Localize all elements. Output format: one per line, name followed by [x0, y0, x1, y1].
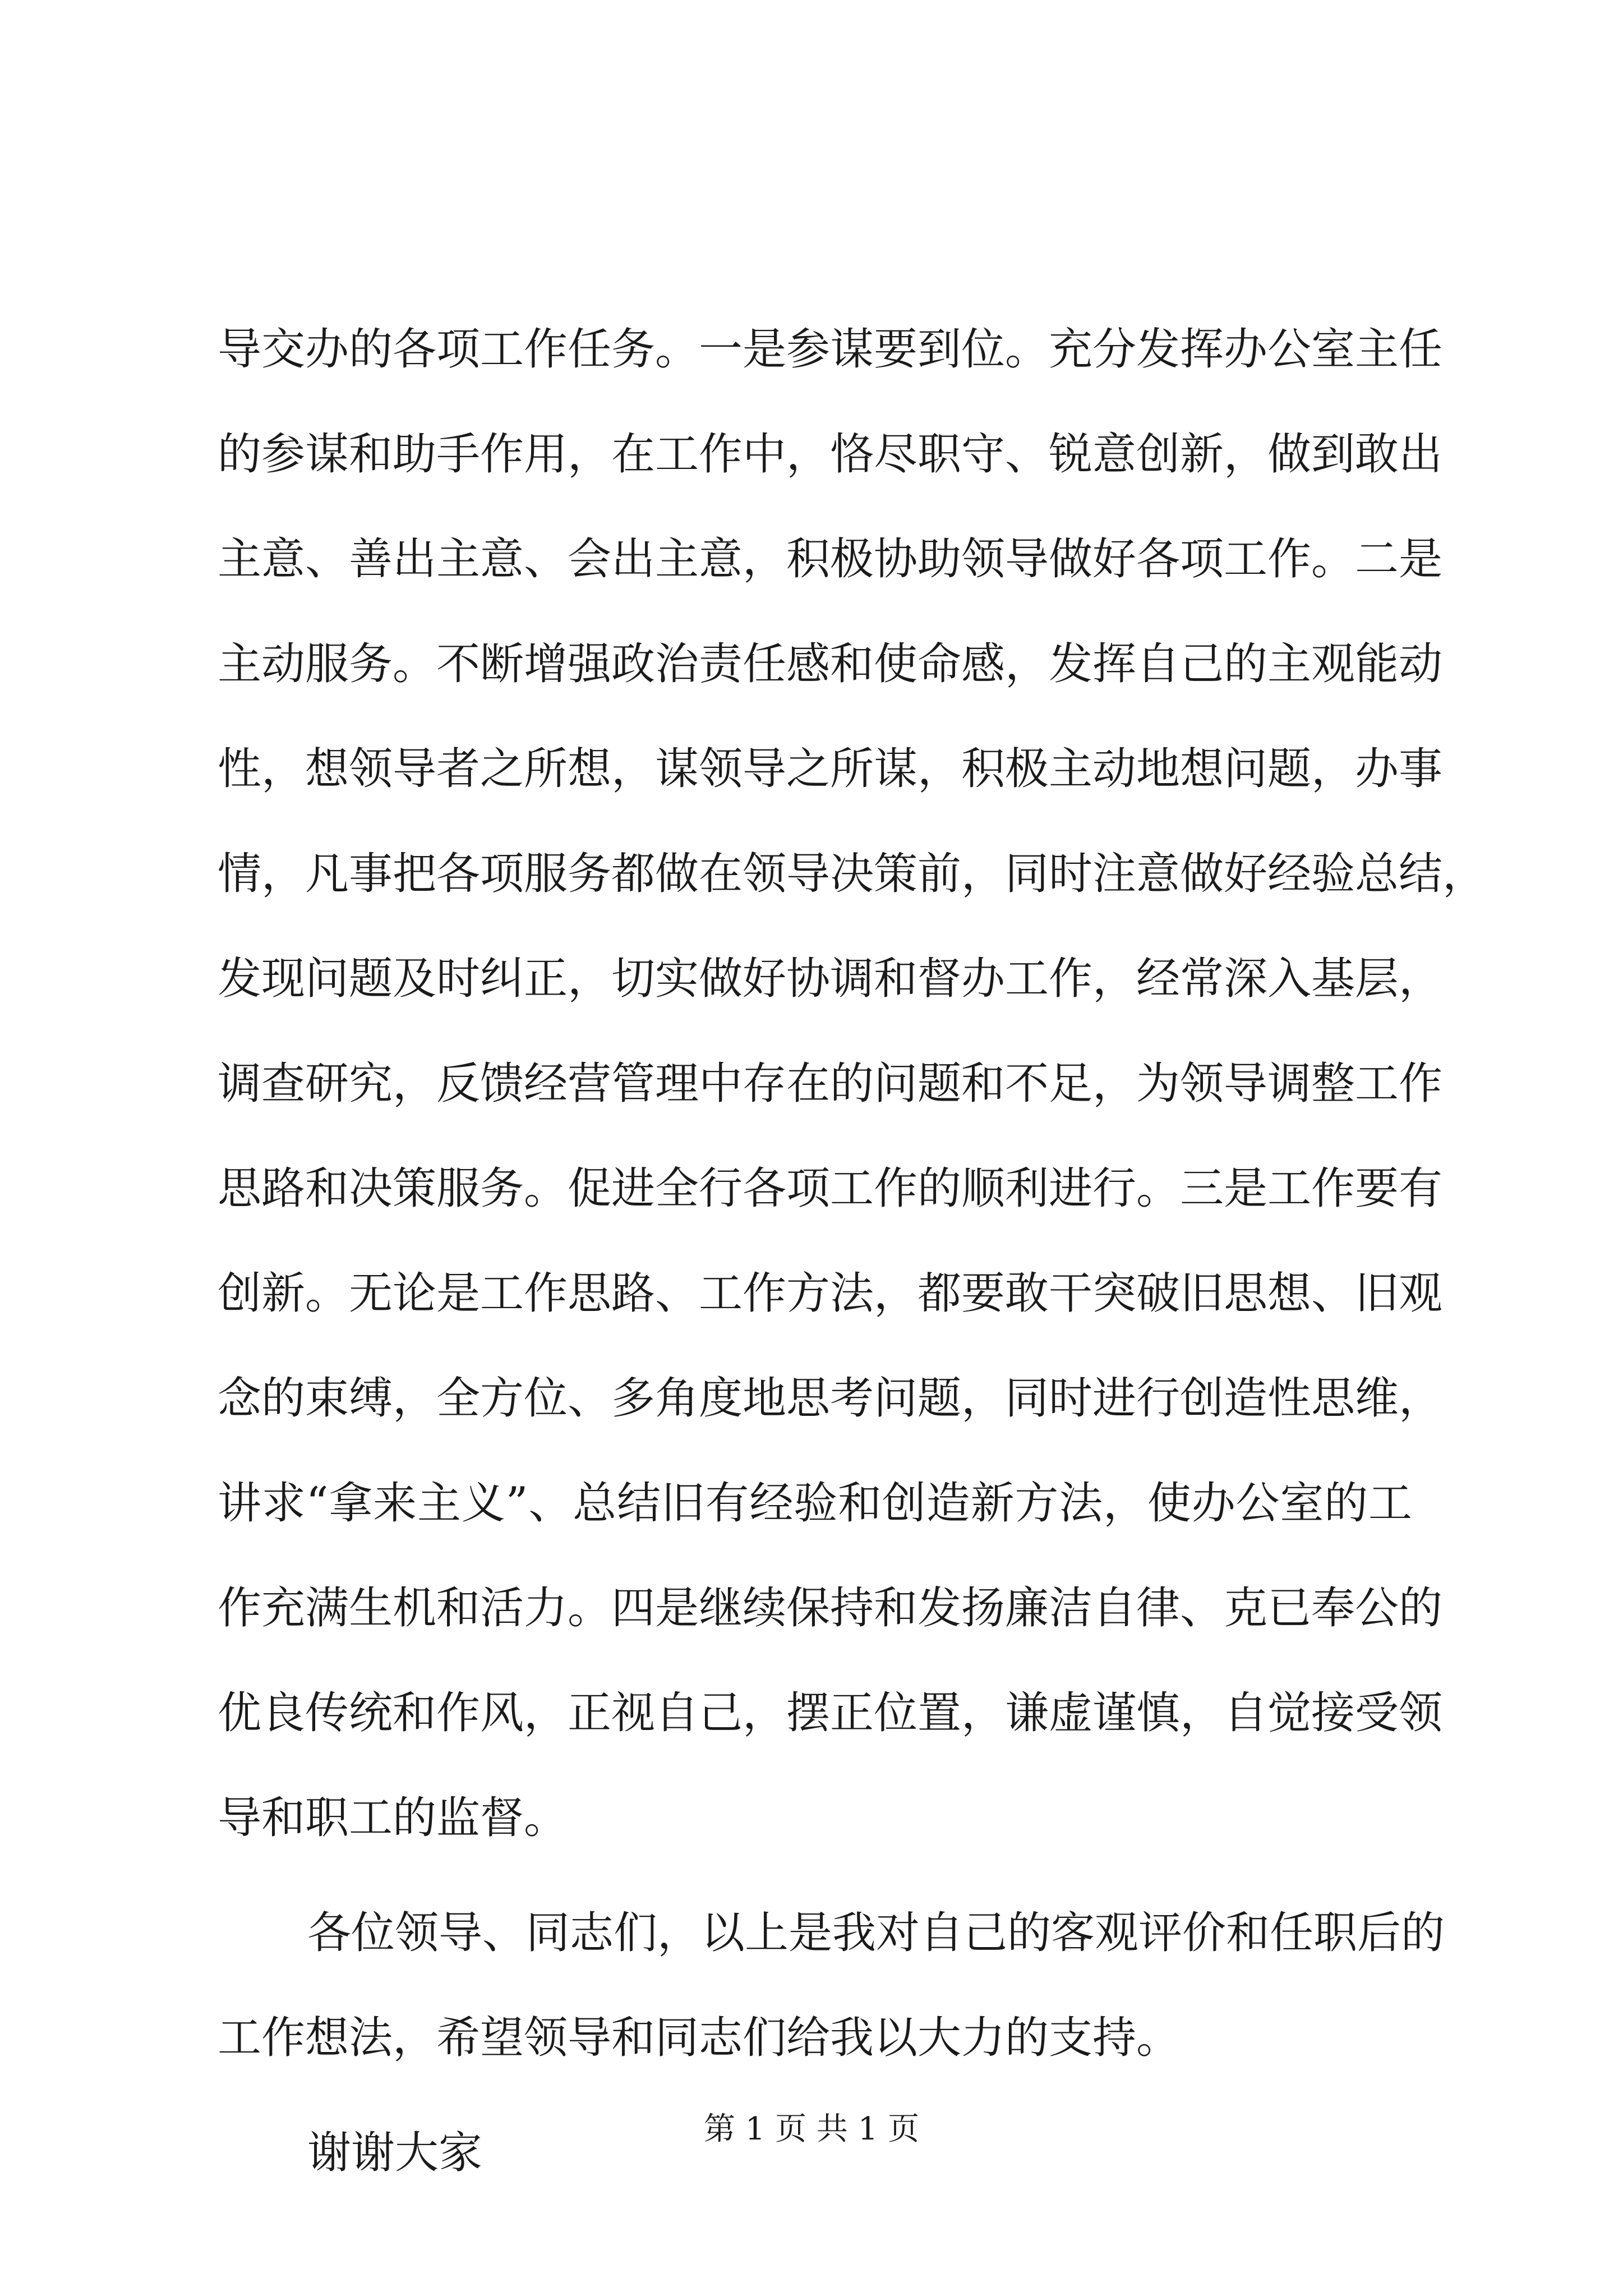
paragraph-line: 发现问题及时纠正，切实做好协调和督办工作，经常深入基层，: [218, 954, 1443, 1004]
paragraph-line: 各位领导、同志们，以上是我对自己的客观评价和任职后的: [307, 1908, 1445, 1958]
paragraph-line: 情，凡事把各项服务都做在领导决策前，同时注意做好经验总结，: [218, 849, 1487, 899]
paragraph-line: 创新。无论是工作思路、工作方法，都要敢干突破旧思想、旧观: [218, 1268, 1443, 1319]
paragraph-line: 工作想法，希望领导和同志们给我以大力的支持。: [218, 2013, 1181, 2063]
paragraph-gap: [218, 2091, 1412, 2101]
paragraph-line: 优良传统和作风，正视自己，摆正位置，谦虚谨慎，自觉接受领: [218, 1688, 1443, 1738]
closing-line: 谢谢大家: [307, 2128, 483, 2178]
paragraph-line: 作充满生机和活力。四是继续保持和发扬廉洁自律、克已奉公的: [218, 1583, 1443, 1634]
document-body: [218, 297, 1487, 2206]
paragraph-line: 主动服务。不断增强政治责任感和使命感，发挥自己的主观能动: [218, 639, 1443, 689]
paragraph-line: 调查研究，反馈经营管理中存在的问题和不足，为领导调整工作: [218, 1059, 1443, 1109]
paragraph-line: 导交办的各项工作任务。一是参谋要到位。充分发挥办公室主任: [218, 324, 1443, 375]
paragraph-line: 讲求“拿来主义”、总结旧有经验和创造新方法，使办公室的工: [218, 1478, 1412, 1529]
paragraph-line: 思路和决策服务。促进全行各项工作的顺利进行。三是工作要有: [218, 1163, 1443, 1214]
paragraph-line: 性，想领导者之所想，谋领导之所谋，积极主动地想问题，办事: [218, 744, 1443, 794]
paragraph-line: 主意、善出主意、会出主意，积极协助领导做好各项工作。二是: [218, 534, 1443, 585]
paragraph-line: 导和职工的监督。: [218, 1793, 568, 1843]
paragraph-line: 的参谋和助手作用，在工作中，恪尽职守、锐意创新，做到敢出: [218, 429, 1443, 480]
paragraph-gap: [218, 1871, 1412, 1881]
page-footer: 第 1 页 共 1 页: [703, 2111, 920, 2147]
paragraph-line: 念的束缚，全方位、多角度地思考问题，同时进行创造性思维，: [218, 1373, 1443, 1424]
